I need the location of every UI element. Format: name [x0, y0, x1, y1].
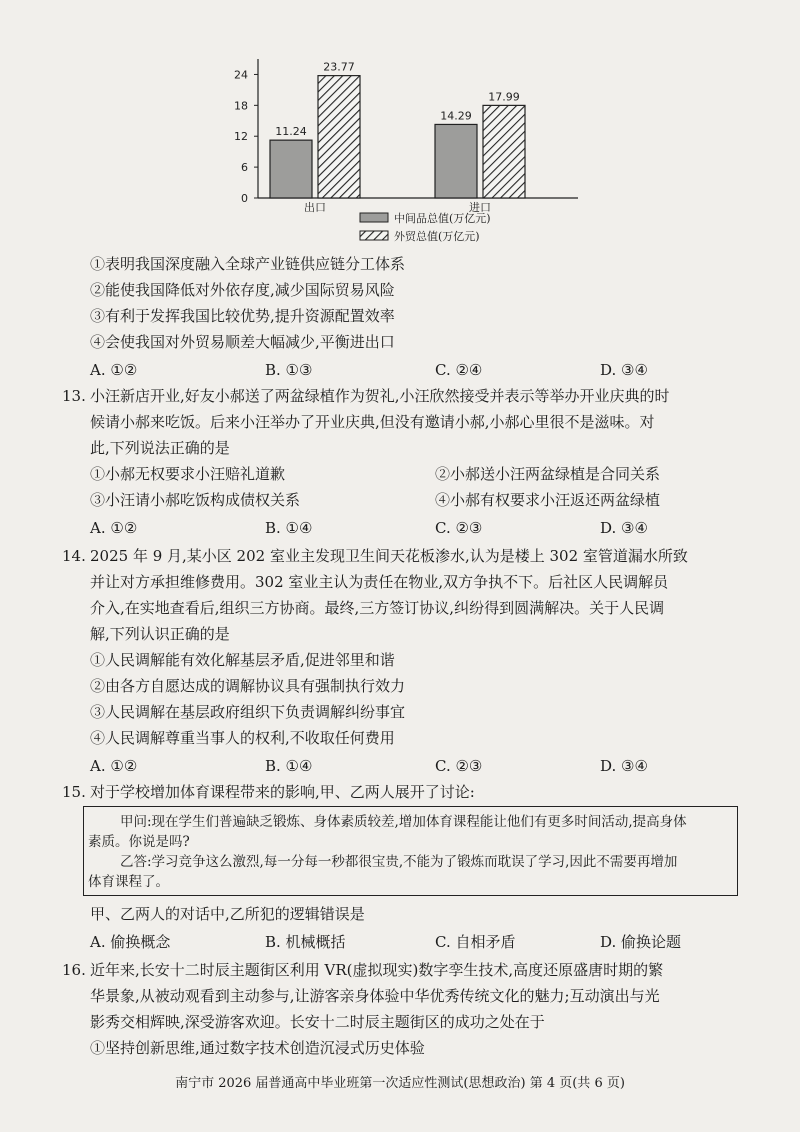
trade-bar-chart: [210, 55, 590, 255]
q13-item-1: ①小郝无权要求小汪赔礼道歉: [90, 465, 286, 483]
q15-option-d[interactable]: D. 偷换论题: [600, 933, 682, 951]
q16-stem-line-3: 影秀交相辉映,深受游客欢迎。长安十二时辰主题街区的成功之处在于: [90, 1013, 545, 1031]
q15-option-a[interactable]: A. 偷换概念: [90, 933, 171, 951]
q13-item-2: ②小郝送小汪两盆绿植是合同关系: [435, 465, 661, 483]
q13-number: 13.: [62, 387, 86, 405]
bar-value-label: 14.29: [440, 109, 472, 123]
category-label: 进口: [469, 201, 491, 214]
legend-label-total: 外贸总值(万亿元): [394, 230, 480, 243]
q14-option-c[interactable]: C. ②③: [435, 757, 483, 775]
q12-option-b[interactable]: B. ①③: [265, 361, 313, 379]
q14-stem-line-4: 解,下列认识正确的是: [90, 625, 230, 643]
q15-option-b[interactable]: B. 机械概括: [265, 933, 346, 951]
q14-item-2: ②由各方自愿达成的调解协议具有强制执行效力: [90, 677, 406, 695]
q15-number: 15.: [62, 783, 86, 801]
q14-item-3: ③人民调解在基层政府组织下负责调解纠纷事宜: [90, 703, 406, 721]
q12-item-4: ④会使我国对外贸易顺差大幅减少,平衡进出口: [90, 333, 395, 351]
category-label: 出口: [304, 201, 326, 214]
bar-value-label: 23.77: [323, 60, 355, 74]
y-tick-label: 6: [241, 161, 248, 175]
legend-label-intermediate: 中间品总值(万亿元): [394, 212, 491, 225]
page-footer: 南宁市 2026 届普通高中毕业班第一次适应性测试(思想政治) 第 4 页(共 6 页): [175, 1076, 625, 1091]
bar-total-0: [318, 76, 360, 198]
legend-swatch-total: [360, 231, 388, 240]
q16-stem-line-1: 近年来,长安十二时辰主题街区利用 VR(虚拟现实)数字孪生技术,高度还原盛唐时期的繁: [90, 961, 664, 979]
q12-option-a[interactable]: A. ①②: [90, 361, 138, 379]
bar-value-label: 11.24: [275, 125, 307, 139]
q15-question: 甲、乙两人的对话中,乙所犯的逻辑错误是: [90, 905, 365, 923]
q14-option-b[interactable]: B. ①④: [265, 757, 313, 775]
bar-intermediate-0: [270, 140, 312, 198]
q13-stem-line-2: 候请小郝来吃饭。后来小汪举办了开业庆典,但没有邀请小郝,小郝心里很不是滋味。对: [90, 413, 655, 431]
q13-item-3: ③小汪请小郝吃饭构成债权关系: [90, 491, 301, 509]
q15-option-c[interactable]: C. 自相矛盾: [435, 933, 516, 951]
q13-option-c[interactable]: C. ②③: [435, 519, 483, 537]
q14-number: 14.: [62, 547, 86, 565]
q14-item-4: ④人民调解尊重当事人的权利,不收取任何费用: [90, 729, 395, 747]
q14-stem-line-1: 2025 年 9 月,某小区 202 室业主发现卫生间天花板渗水,认为是楼上 302 室管道漏水所致: [90, 547, 688, 565]
q15-stem: 对于学校增加体育课程带来的影响,甲、乙两人展开了讨论:: [90, 783, 475, 801]
bar-total-1: [483, 105, 525, 198]
q12-item-3: ③有利于发挥我国比较优势,提升资源配置效率: [90, 307, 395, 325]
y-tick-label: 12: [234, 130, 248, 144]
q13-item-4: ④小郝有权要求小汪返还两盆绿植: [435, 491, 661, 509]
bar-intermediate-1: [435, 124, 477, 198]
y-tick-label: 24: [234, 68, 248, 82]
q16-number: 16.: [62, 961, 86, 979]
q14-item-1: ①人民调解能有效化解基层矛盾,促进邻里和谐: [90, 651, 395, 669]
q16-item-1: ①坚持创新思维,通过数字技术创造沉浸式历史体验: [90, 1039, 425, 1057]
q14-option-a[interactable]: A. ①②: [90, 757, 138, 775]
q16-stem-line-2: 华景象,从被动观看到主动参与,让游客亲身体验中华优秀传统文化的魅力;互动演出与光: [90, 987, 660, 1005]
q14-stem-line-3: 介入,在实地查看后,组织三方协商。最终,三方签订协议,纠纷得到圆满解决。关于人民调: [90, 599, 665, 617]
dialogue-line-4: 体育课程了。: [88, 874, 169, 890]
dialogue-line-1: 甲问:现在学生们普遍缺乏锻炼、身体素质较差,增加体育课程能让他们有更多时间活动,提高身体: [120, 814, 687, 830]
legend-swatch-intermediate: [360, 213, 388, 222]
dialogue-line-3: 乙答:学习竞争这么激烈,每一分每一秒都很宝贵,不能为了锻炼而耽误了学习,因此不需要再增加: [120, 854, 678, 870]
q14-stem-line-2: 并让对方承担维修费用。302 室业主认为责任在物业,双方争执不下。后社区人民调解员: [90, 573, 669, 591]
dialogue-line-2: 素质。你说是吗?: [88, 834, 190, 850]
q13-option-a[interactable]: A. ①②: [90, 519, 138, 537]
q13-stem-line-1: 小汪新店开业,好友小郝送了两盆绿植作为贺礼,小汪欣然接受并表示等举办开业庆典的时: [90, 387, 670, 405]
q12-item-1: ①表明我国深度融入全球产业链供应链分工体系: [90, 255, 406, 273]
y-tick-label: 0: [241, 192, 248, 205]
q12-item-2: ②能使我国降低对外依存度,减少国际贸易风险: [90, 281, 395, 299]
q13-option-b[interactable]: B. ①④: [265, 519, 313, 537]
bar-value-label: 17.99: [488, 90, 520, 104]
q13-stem-line-3: 此,下列说法正确的是: [90, 439, 230, 457]
q13-option-d[interactable]: D. ③④: [600, 519, 648, 537]
dialogue-box: [83, 806, 738, 896]
q12-option-c[interactable]: C. ②④: [435, 361, 483, 379]
y-tick-label: 18: [234, 99, 248, 113]
q12-option-d[interactable]: D. ③④: [600, 361, 648, 379]
q14-option-d[interactable]: D. ③④: [600, 757, 648, 775]
